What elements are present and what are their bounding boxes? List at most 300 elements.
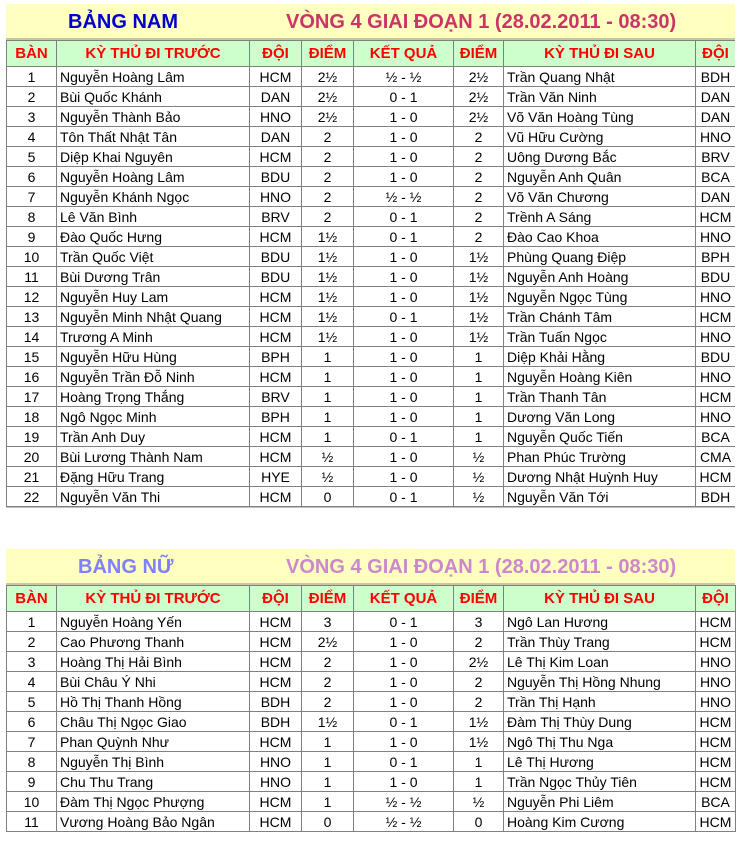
table-row — [7, 672, 736, 692]
cell-board: 17 — [7, 387, 57, 407]
cell-second-score: 2 — [454, 147, 504, 167]
cell-first-team: BPH — [250, 407, 302, 427]
cell-second-score: ½ — [454, 467, 504, 487]
cell-second-player: Trần Thùy Trang — [504, 632, 696, 652]
cell-second-player: Đào Cao Khoa — [504, 227, 696, 247]
cell-first-score: 1½ — [302, 287, 354, 307]
cell-board: 5 — [7, 147, 57, 167]
cell-first-team: HNO — [250, 772, 302, 792]
column-header-result: KẾT QUẢ — [354, 41, 454, 67]
table-row — [7, 732, 736, 752]
cell-second-team: HCM — [696, 752, 736, 772]
cell-first-team: HCM — [250, 812, 302, 832]
table-row — [7, 367, 736, 387]
cell-second-player: Uông Dương Bắc — [504, 147, 696, 167]
cell-first-team: HCM — [250, 652, 302, 672]
cell-second-team: HNO — [696, 692, 736, 712]
table-row — [7, 347, 736, 367]
cell-first-team: BDU — [250, 167, 302, 187]
cell-first-score: 0 — [302, 487, 354, 507]
cell-second-team: HNO — [696, 287, 736, 307]
cell-result: 1 - 0 — [354, 167, 454, 187]
table-row — [7, 772, 736, 792]
cell-second-score: 1½ — [454, 247, 504, 267]
cell-second-team: BCA — [696, 427, 736, 447]
cell-second-score: 2 — [454, 227, 504, 247]
cell-board: 10 — [7, 247, 57, 267]
cell-result: 1 - 0 — [354, 247, 454, 267]
cell-board: 10 — [7, 792, 57, 812]
cell-board: 8 — [7, 207, 57, 227]
cell-second-team: BDH — [696, 67, 736, 87]
column-header-first-player: KỲ THỦ ĐI TRƯỚC — [57, 586, 250, 612]
cell-first-team: HCM — [250, 227, 302, 247]
women-pairings-table — [6, 585, 736, 832]
cell-second-team: HNO — [696, 327, 736, 347]
table-row — [7, 287, 736, 307]
cell-second-team: HCM — [696, 467, 736, 487]
cell-board: 4 — [7, 127, 57, 147]
cell-first-score: 1 — [302, 732, 354, 752]
cell-result: 1 - 0 — [354, 367, 454, 387]
cell-result: 1 - 0 — [354, 127, 454, 147]
cell-first-player: Lê Văn Bình — [57, 207, 250, 227]
cell-second-player: Nguyễn Hoàng Kiên — [504, 367, 696, 387]
cell-second-team: HCM — [696, 207, 736, 227]
cell-first-team: BDU — [250, 247, 302, 267]
cell-second-score: 1 — [454, 367, 504, 387]
cell-second-score: 2 — [454, 167, 504, 187]
cell-second-player: Vũ Hữu Cường — [504, 127, 696, 147]
cell-result: ½ - ½ — [354, 812, 454, 832]
cell-second-score: 2 — [454, 672, 504, 692]
cell-second-score: ½ — [454, 487, 504, 507]
cell-board: 11 — [7, 267, 57, 287]
cell-second-team: HCM — [696, 307, 736, 327]
men-table-body — [7, 67, 736, 507]
cell-second-score: 1 — [454, 772, 504, 792]
cell-result: 1 - 0 — [354, 632, 454, 652]
men-group-label: BẢNG NAM — [68, 11, 178, 33]
cell-second-player: Nguyễn Văn Tới — [504, 487, 696, 507]
column-header-second-team: ĐỘI — [696, 586, 736, 612]
cell-first-team: DAN — [250, 87, 302, 107]
men-header-row — [7, 41, 736, 67]
cell-second-team: HCM — [696, 812, 736, 832]
cell-first-team: HCM — [250, 147, 302, 167]
cell-board: 3 — [7, 107, 57, 127]
table-row — [7, 447, 736, 467]
cell-second-player: Trần Chánh Tâm — [504, 307, 696, 327]
men-pairings-table — [6, 40, 735, 507]
cell-first-player: Chu Thu Trang — [57, 772, 250, 792]
cell-board: 3 — [7, 652, 57, 672]
cell-second-player: Lê Thị Hương — [504, 752, 696, 772]
cell-first-score: 2½ — [302, 632, 354, 652]
cell-first-team: BDH — [250, 692, 302, 712]
cell-result: 1 - 0 — [354, 692, 454, 712]
cell-second-player: Nguyễn Anh Quân — [504, 167, 696, 187]
cell-second-score: 1 — [454, 347, 504, 367]
table-row — [7, 652, 736, 672]
cell-first-player: Vương Hoàng Bảo Ngân — [57, 812, 250, 832]
cell-second-score: 1½ — [454, 327, 504, 347]
cell-first-player: Nguyễn Thành Bảo — [57, 107, 250, 127]
table-row — [7, 692, 736, 712]
cell-second-player: Nguyễn Quốc Tiến — [504, 427, 696, 447]
cell-second-score: 2 — [454, 127, 504, 147]
cell-second-player: Trần Quang Nhật — [504, 67, 696, 87]
cell-first-team: HCM — [250, 792, 302, 812]
cell-first-team: HYE — [250, 467, 302, 487]
table-row — [7, 467, 736, 487]
table-row — [7, 387, 736, 407]
cell-first-score: 1 — [302, 407, 354, 427]
cell-second-score: 0 — [454, 812, 504, 832]
cell-first-score: 2½ — [302, 107, 354, 127]
cell-board: 16 — [7, 367, 57, 387]
cell-second-player: Trềnh A Sáng — [504, 207, 696, 227]
cell-second-team: BPH — [696, 247, 736, 267]
cell-result: 0 - 1 — [354, 612, 454, 632]
cell-second-team: HCM — [696, 387, 736, 407]
cell-second-player: Võ Văn Chương — [504, 187, 696, 207]
cell-result: 0 - 1 — [354, 227, 454, 247]
cell-second-score: ½ — [454, 792, 504, 812]
cell-second-score: 2 — [454, 187, 504, 207]
cell-first-player: Nguyễn Hữu Hùng — [57, 347, 250, 367]
cell-board: 7 — [7, 187, 57, 207]
cell-result: 1 - 0 — [354, 267, 454, 287]
cell-second-player: Ngô Thị Thu Nga — [504, 732, 696, 752]
cell-first-score: 2 — [302, 127, 354, 147]
table-row — [7, 67, 736, 87]
cell-first-score: 1 — [302, 752, 354, 772]
cell-board: 8 — [7, 752, 57, 772]
cell-board: 18 — [7, 407, 57, 427]
cell-second-player: Nguyễn Ngọc Tùng — [504, 287, 696, 307]
cell-first-score: 2½ — [302, 67, 354, 87]
cell-result: 1 - 0 — [354, 732, 454, 752]
cell-board: 5 — [7, 692, 57, 712]
cell-second-player: Nguyễn Thị Hồng Nhung — [504, 672, 696, 692]
cell-board: 4 — [7, 672, 57, 692]
cell-second-player: Trần Tuấn Ngọc — [504, 327, 696, 347]
table-row — [7, 147, 736, 167]
cell-first-team: HNO — [250, 752, 302, 772]
cell-second-player: Võ Văn Hoàng Tùng — [504, 107, 696, 127]
cell-result: 1 - 0 — [354, 672, 454, 692]
table-row — [7, 307, 736, 327]
cell-first-player: Bùi Châu Ý Nhi — [57, 672, 250, 692]
cell-first-team: HCM — [250, 67, 302, 87]
cell-first-player: Hoàng Trọng Thắng — [57, 387, 250, 407]
cell-first-player: Nguyễn Minh Nhật Quang — [57, 307, 250, 327]
column-header-second-player: KỲ THỦ ĐI SAU — [504, 41, 696, 67]
cell-result: 1 - 0 — [354, 387, 454, 407]
cell-first-player: Bùi Dương Trân — [57, 267, 250, 287]
cell-second-score: 1½ — [454, 307, 504, 327]
cell-second-score: 2 — [454, 692, 504, 712]
cell-first-team: HCM — [250, 427, 302, 447]
cell-board: 20 — [7, 447, 57, 467]
cell-first-score: 1 — [302, 367, 354, 387]
women-pairings-panel — [6, 549, 735, 832]
cell-second-player: Dương Văn Long — [504, 407, 696, 427]
cell-first-score: 1½ — [302, 247, 354, 267]
cell-first-player: Nguyễn Huy Lam — [57, 287, 250, 307]
cell-second-team: BCA — [696, 792, 736, 812]
cell-first-player: Bùi Lương Thành Nam — [57, 447, 250, 467]
cell-board: 13 — [7, 307, 57, 327]
cell-second-score: 1 — [454, 427, 504, 447]
table-row — [7, 267, 736, 287]
cell-second-team: HNO — [696, 367, 736, 387]
cell-first-player: Phan Quỳnh Như — [57, 732, 250, 752]
cell-board: 9 — [7, 772, 57, 792]
cell-second-team: DAN — [696, 107, 736, 127]
column-header-first-score: ĐIỂM — [302, 586, 354, 612]
women-group-label: BẢNG NỮ — [78, 556, 174, 578]
cell-board: 19 — [7, 427, 57, 447]
men-title-bar — [6, 4, 735, 40]
cell-result: ½ - ½ — [354, 792, 454, 812]
cell-board: 14 — [7, 327, 57, 347]
cell-second-score: 1½ — [454, 712, 504, 732]
cell-first-team: HCM — [250, 327, 302, 347]
cell-board: 6 — [7, 167, 57, 187]
table-row — [7, 632, 736, 652]
cell-result: 0 - 1 — [354, 427, 454, 447]
table-row — [7, 167, 736, 187]
cell-result: 1 - 0 — [354, 652, 454, 672]
cell-first-team: HCM — [250, 287, 302, 307]
cell-second-player: Trần Thị Hạnh — [504, 692, 696, 712]
cell-first-team: HCM — [250, 612, 302, 632]
column-header-first-player: KỲ THỦ ĐI TRƯỚC — [57, 41, 250, 67]
cell-second-score: 1½ — [454, 732, 504, 752]
cell-result: 1 - 0 — [354, 287, 454, 307]
cell-first-team: BDU — [250, 267, 302, 287]
cell-first-player: Hồ Thị Thanh Hồng — [57, 692, 250, 712]
cell-second-score: 1 — [454, 387, 504, 407]
table-row — [7, 127, 736, 147]
cell-first-player: Nguyễn Hoàng Lâm — [57, 67, 250, 87]
cell-first-score: 2 — [302, 672, 354, 692]
cell-first-score: 2 — [302, 652, 354, 672]
cell-first-player: Nguyễn Văn Thi — [57, 487, 250, 507]
cell-second-team: DAN — [696, 87, 736, 107]
cell-first-team: HCM — [250, 367, 302, 387]
cell-second-score: 2 — [454, 632, 504, 652]
cell-board: 21 — [7, 467, 57, 487]
table-row — [7, 207, 736, 227]
cell-second-player: Ngô Lan Hương — [504, 612, 696, 632]
cell-second-team: BCA — [696, 167, 736, 187]
table-row — [7, 187, 736, 207]
women-title-bar — [6, 549, 735, 585]
cell-result: 1 - 0 — [354, 347, 454, 367]
table-row — [7, 752, 736, 772]
table-row — [7, 107, 736, 127]
cell-second-player: Nguyễn Phi Liêm — [504, 792, 696, 812]
cell-board: 9 — [7, 227, 57, 247]
cell-second-team: HCM — [696, 712, 736, 732]
cell-first-team: HCM — [250, 732, 302, 752]
cell-first-player: Diệp Khai Nguyên — [57, 147, 250, 167]
cell-second-player: Nguyễn Anh Hoàng — [504, 267, 696, 287]
cell-second-team: BRV — [696, 147, 736, 167]
cell-second-team: HNO — [696, 652, 736, 672]
cell-result: 0 - 1 — [354, 752, 454, 772]
cell-second-team: BDU — [696, 267, 736, 287]
cell-board: 2 — [7, 632, 57, 652]
cell-first-player: Đặng Hữu Trang — [57, 467, 250, 487]
cell-second-score: 2 — [454, 207, 504, 227]
cell-second-team: BDU — [696, 347, 736, 367]
cell-board: 7 — [7, 732, 57, 752]
cell-first-score: 2 — [302, 147, 354, 167]
cell-first-score: 2 — [302, 207, 354, 227]
column-header-first-team: ĐỘI — [250, 41, 302, 67]
table-row — [7, 487, 736, 507]
cell-result: 0 - 1 — [354, 87, 454, 107]
women-header-row — [7, 586, 736, 612]
column-header-second-player: KỲ THỦ ĐI SAU — [504, 586, 696, 612]
cell-second-score: 2½ — [454, 67, 504, 87]
cell-first-score: 2½ — [302, 87, 354, 107]
table-row — [7, 227, 736, 247]
cell-first-player: Trần Quốc Việt — [57, 247, 250, 267]
cell-second-score: 1 — [454, 752, 504, 772]
cell-first-score: 1 — [302, 347, 354, 367]
cell-result: 1 - 0 — [354, 407, 454, 427]
column-header-first-team: ĐỘI — [250, 586, 302, 612]
table-row — [7, 327, 736, 347]
cell-second-score: 1½ — [454, 287, 504, 307]
cell-board: 22 — [7, 487, 57, 507]
cell-second-player: Lê Thị Kim Loan — [504, 652, 696, 672]
cell-second-team: BDH — [696, 487, 736, 507]
table-row — [7, 812, 736, 832]
cell-second-team: HNO — [696, 227, 736, 247]
women-round-label: VÒNG 4 GIAI ĐOẠN 1 (28.02.2011 - 08:30) — [286, 556, 677, 578]
cell-result: 1 - 0 — [354, 467, 454, 487]
cell-board: 11 — [7, 812, 57, 832]
men-round-label: VÒNG 4 GIAI ĐOẠN 1 (28.02.2011 - 08:30) — [286, 11, 677, 33]
cell-second-team: HCM — [696, 732, 736, 752]
cell-result: 1 - 0 — [354, 327, 454, 347]
cell-second-team: HCM — [696, 772, 736, 792]
cell-first-player: Đào Quốc Hưng — [57, 227, 250, 247]
cell-first-team: BPH — [250, 347, 302, 367]
cell-first-score: ½ — [302, 467, 354, 487]
cell-first-score: 1½ — [302, 267, 354, 287]
cell-first-player: Trương A Minh — [57, 327, 250, 347]
cell-first-player: Châu Thị Ngọc Giao — [57, 712, 250, 732]
table-row — [7, 792, 736, 812]
cell-second-player: Dương Nhật Huỳnh Huy — [504, 467, 696, 487]
cell-first-score: 1 — [302, 387, 354, 407]
cell-first-score: 1 — [302, 772, 354, 792]
cell-second-team: HCM — [696, 632, 736, 652]
cell-first-team: BRV — [250, 207, 302, 227]
cell-result: 1 - 0 — [354, 147, 454, 167]
cell-first-player: Nguyễn Khánh Ngọc — [57, 187, 250, 207]
cell-first-score: 0 — [302, 812, 354, 832]
cell-second-team: HNO — [696, 407, 736, 427]
cell-result: 0 - 1 — [354, 487, 454, 507]
column-header-board: BÀN — [7, 586, 57, 612]
cell-first-player: Bùi Quốc Khánh — [57, 87, 250, 107]
cell-first-team: HNO — [250, 187, 302, 207]
women-table-body — [7, 612, 736, 832]
cell-second-player: Trần Văn Ninh — [504, 87, 696, 107]
cell-result: ½ - ½ — [354, 67, 454, 87]
cell-first-player: Hoàng Thị Hải Bình — [57, 652, 250, 672]
cell-second-score: 1 — [454, 407, 504, 427]
cell-second-score: 2½ — [454, 652, 504, 672]
cell-first-team: HCM — [250, 672, 302, 692]
cell-board: 1 — [7, 612, 57, 632]
cell-board: 1 — [7, 67, 57, 87]
cell-first-score: 1 — [302, 792, 354, 812]
cell-second-team: HNO — [696, 672, 736, 692]
cell-second-score: 3 — [454, 612, 504, 632]
cell-first-team: HCM — [250, 307, 302, 327]
cell-second-score: 2½ — [454, 87, 504, 107]
cell-first-player: Nguyễn Hoàng Yến — [57, 612, 250, 632]
cell-second-score: 1½ — [454, 267, 504, 287]
cell-result: 0 - 1 — [354, 207, 454, 227]
table-row — [7, 87, 736, 107]
cell-second-score: 2½ — [454, 107, 504, 127]
cell-first-team: HNO — [250, 107, 302, 127]
cell-board: 6 — [7, 712, 57, 732]
column-header-first-score: ĐIỂM — [302, 41, 354, 67]
column-header-result: KẾT QUẢ — [354, 586, 454, 612]
cell-first-player: Nguyễn Trần Đỗ Ninh — [57, 367, 250, 387]
cell-second-player: Phan Phúc Trường — [504, 447, 696, 467]
cell-first-score: 2 — [302, 692, 354, 712]
cell-second-player: Hoàng Kim Cương — [504, 812, 696, 832]
cell-first-score: 2 — [302, 187, 354, 207]
cell-second-player: Đàm Thị Thùy Dung — [504, 712, 696, 732]
column-header-second-score: ĐIỂM — [454, 586, 504, 612]
cell-first-score: 1½ — [302, 327, 354, 347]
cell-first-team: DAN — [250, 127, 302, 147]
cell-result: 1 - 0 — [354, 772, 454, 792]
cell-second-player: Trần Thanh Tân — [504, 387, 696, 407]
table-row — [7, 427, 736, 447]
cell-result: ½ - ½ — [354, 187, 454, 207]
cell-board: 12 — [7, 287, 57, 307]
men-pairings-panel — [6, 4, 735, 508]
cell-first-score: 1½ — [302, 712, 354, 732]
cell-second-team: DAN — [696, 187, 736, 207]
table-row — [7, 712, 736, 732]
cell-first-score: 1½ — [302, 227, 354, 247]
cell-first-player: Tôn Thất Nhật Tân — [57, 127, 250, 147]
cell-first-score: 1½ — [302, 307, 354, 327]
cell-second-team: HNO — [696, 127, 736, 147]
cell-first-team: BRV — [250, 387, 302, 407]
cell-first-player: Đàm Thị Ngọc Phượng — [57, 792, 250, 812]
cell-first-player: Ngô Ngọc Minh — [57, 407, 250, 427]
cell-board: 15 — [7, 347, 57, 367]
table-row — [7, 247, 736, 267]
cell-result: 1 - 0 — [354, 447, 454, 467]
